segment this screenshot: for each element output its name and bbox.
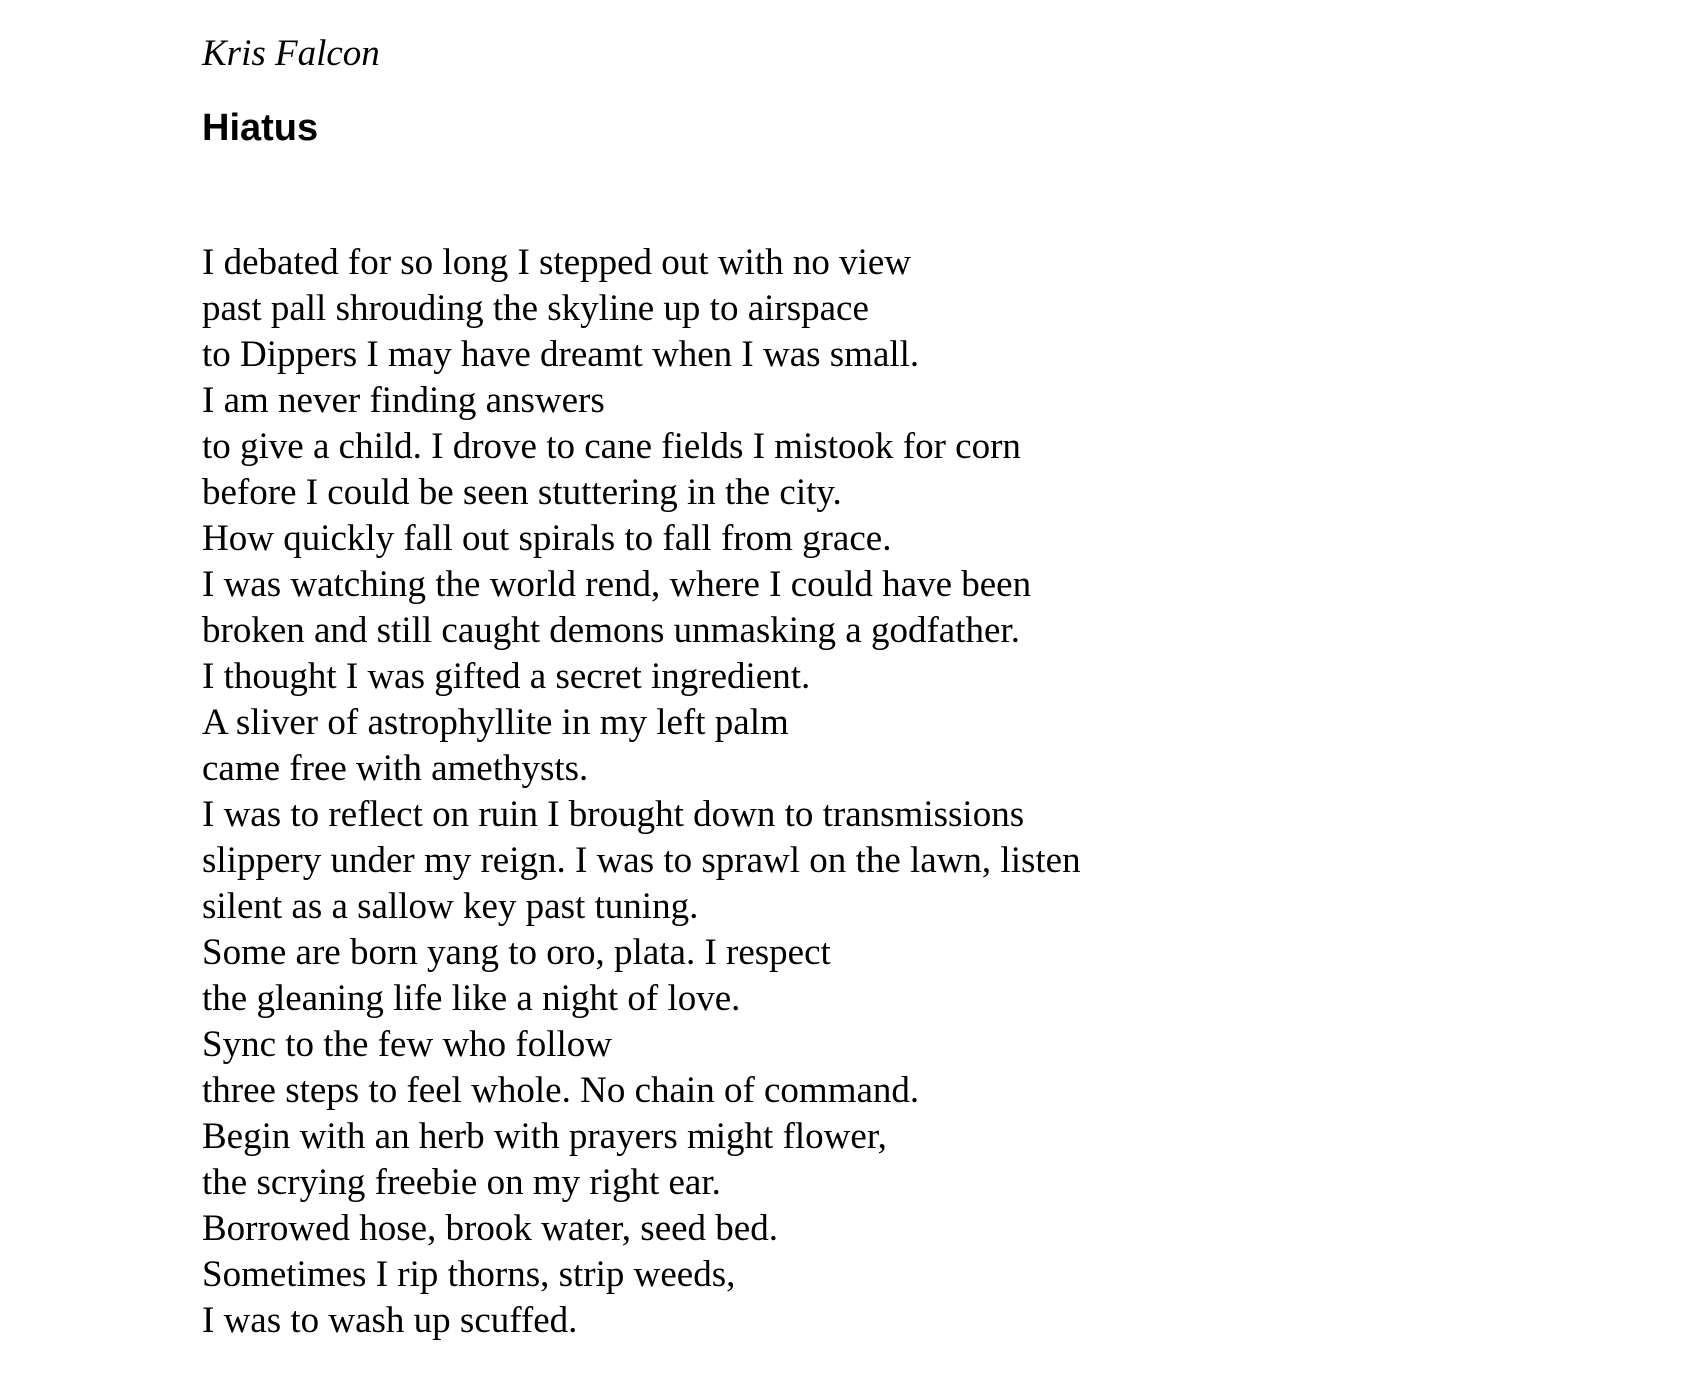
poem-line: past pall shrouding the skyline up to airspace bbox=[202, 288, 869, 329]
poem-line: Some are born yang to oro, plata. I respect bbox=[202, 932, 831, 973]
poem-line: Begin with an herb with prayers might flower, bbox=[202, 1116, 887, 1157]
poem-line: I am never finding answers bbox=[202, 380, 605, 421]
poem-line: I was to wash up scuffed. bbox=[202, 1300, 578, 1341]
poem-line: I debated for so long I stepped out with no view bbox=[202, 242, 912, 283]
poem-line: the scrying freebie on my right ear. bbox=[202, 1162, 721, 1203]
poem-line: A sliver of astrophyllite in my left palm bbox=[202, 702, 789, 743]
poem-line: Borrowed hose, brook water, seed bed. bbox=[202, 1208, 778, 1249]
poem-body bbox=[202, 240, 1081, 1344]
poem-line: Sync to the few who follow bbox=[202, 1024, 613, 1065]
poem-line: I was to reflect on ruin I brought down to transmissions bbox=[202, 794, 1025, 835]
poem-line: silent as a sallow key past tuning. bbox=[202, 886, 699, 927]
poem-line: to Dippers I may have dreamt when I was small. bbox=[202, 334, 920, 375]
poem-line: I thought I was gifted a secret ingredient. bbox=[202, 656, 811, 697]
poem-line: three steps to feel whole. No chain of command. bbox=[202, 1070, 920, 1111]
poem-line: the gleaning life like a night of love. bbox=[202, 978, 741, 1019]
poem-line: before I could be seen stuttering in the city. bbox=[202, 472, 842, 513]
author-name: Kris Falcon bbox=[202, 33, 380, 74]
poem-title: Hiatus bbox=[202, 107, 319, 149]
poem-line: Sometimes I rip thorns, strip weeds, bbox=[202, 1254, 736, 1295]
poem-line: came free with amethysts. bbox=[202, 748, 589, 789]
poem-line: slippery under my reign. I was to sprawl on the lawn, listen bbox=[202, 840, 1081, 881]
poem-line: to give a child. I drove to cane fields I mistook for corn bbox=[202, 426, 1021, 467]
poem-line: I was watching the world rend, where I could have been bbox=[202, 564, 1032, 605]
poem-line: How quickly fall out spirals to fall from grace. bbox=[202, 518, 892, 559]
poem-line: broken and still caught demons unmasking a godfather. bbox=[202, 610, 1020, 651]
